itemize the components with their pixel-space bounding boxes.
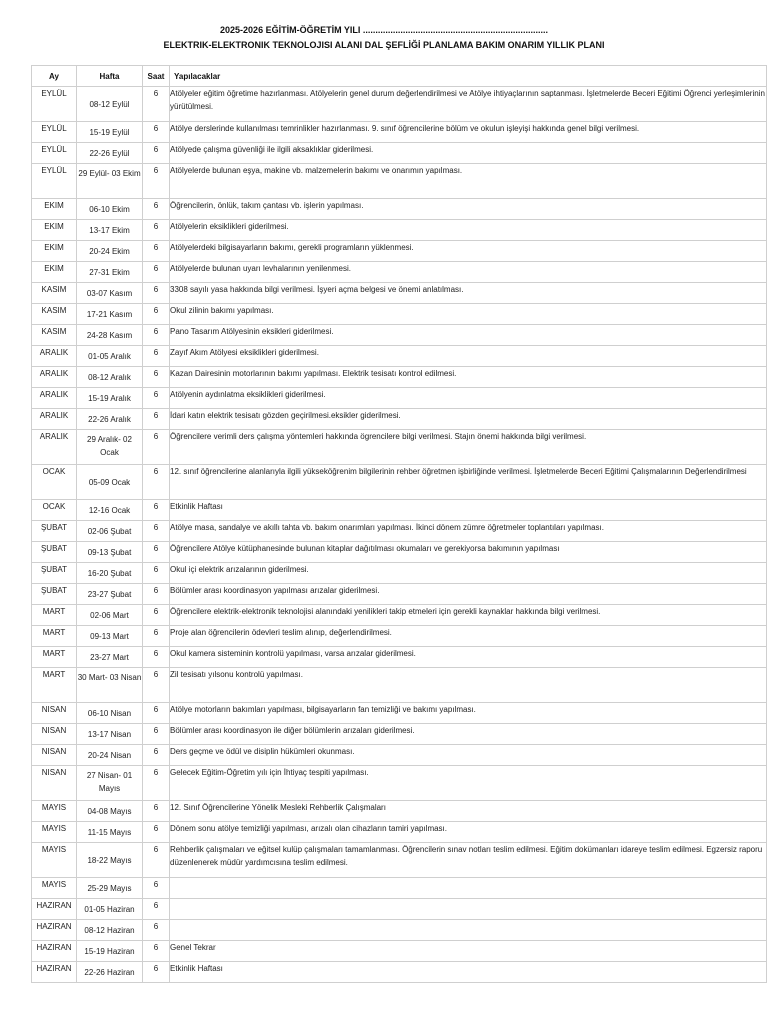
- cell-hours: 6: [143, 584, 170, 605]
- cell-month: HAZIRAN: [32, 920, 77, 941]
- cell-tasks: Proje alan öğrencilerin ödevleri teslim alınıp, değerlendirilmesi.: [170, 626, 767, 647]
- cell-week: 29 Eylül- 03 Ekim: [77, 164, 143, 199]
- column-header-ay: Ay: [32, 66, 77, 87]
- cell-hours: 6: [143, 668, 170, 703]
- cell-hours: 6: [143, 122, 170, 143]
- cell-tasks: Genel Tekrar: [170, 941, 767, 962]
- cell-week: 18-22 Mayıs: [77, 843, 143, 878]
- cell-tasks: Öğrencilerin, önlük, takım çantası vb. işlerin yapılması.: [170, 199, 767, 220]
- cell-hours: 6: [143, 962, 170, 983]
- cell-tasks: Pano Tasarım Atölyesinin eksikleri giderilmesi.: [170, 325, 767, 346]
- cell-tasks: [170, 899, 767, 920]
- table-row: [32, 346, 767, 367]
- cell-month: KASIM: [32, 325, 77, 346]
- cell-hours: 6: [143, 262, 170, 283]
- cell-hours: 6: [143, 801, 170, 822]
- cell-week: 05-09 Ocak: [77, 465, 143, 500]
- cell-month: ŞUBAT: [32, 521, 77, 542]
- table-row: [32, 199, 767, 220]
- cell-hours: 6: [143, 199, 170, 220]
- cell-hours: 6: [143, 822, 170, 843]
- table-header-row: [32, 66, 767, 87]
- cell-hours: 6: [143, 878, 170, 899]
- cell-tasks: Atölyenin aydınlatma eksiklikleri giderilmesi.: [170, 388, 767, 409]
- cell-week: 16-20 Şubat: [77, 563, 143, 584]
- cell-week: 12-16 Ocak: [77, 500, 143, 521]
- table-row: [32, 521, 767, 542]
- cell-week: 06-10 Ekim: [77, 199, 143, 220]
- cell-tasks: Atölyelerde bulunan eşya, makine vb. malzemelerin bakımı ve onarımın yapılması.: [170, 164, 767, 199]
- cell-hours: 6: [143, 325, 170, 346]
- cell-month: MART: [32, 626, 77, 647]
- cell-hours: 6: [143, 920, 170, 941]
- cell-hours: 6: [143, 220, 170, 241]
- cell-week: 04-08 Mayıs: [77, 801, 143, 822]
- cell-month: NISAN: [32, 703, 77, 724]
- cell-week: 25-29 Mayıs: [77, 878, 143, 899]
- cell-month: NISAN: [32, 745, 77, 766]
- cell-week: 02-06 Mart: [77, 605, 143, 626]
- cell-tasks: Okul içi elektrik arızalarının giderilmesi.: [170, 563, 767, 584]
- cell-hours: 6: [143, 241, 170, 262]
- cell-hours: 6: [143, 843, 170, 878]
- document-title-plan: ELEKTRIK-ELEKTRONIK TEKNOLOJISI ALANI DAL ŞEFLİĞİ PLANLAMA BAKIM ONARIM YILLIK PLANI: [163, 40, 605, 50]
- cell-week: 13-17 Nisan: [77, 724, 143, 745]
- cell-month: MAYIS: [32, 843, 77, 878]
- cell-week: 08-12 Haziran: [77, 920, 143, 941]
- cell-hours: 6: [143, 703, 170, 724]
- cell-week: 01-05 Aralık: [77, 346, 143, 367]
- table-row: [32, 283, 767, 304]
- cell-tasks: Atölye masa, sandalye ve akıllı tahta vb. bakım onarımları yapılması. İkinci dönem zümre öğretmeler toplantıları yapılması.: [170, 521, 767, 542]
- cell-week: 22-26 Haziran: [77, 962, 143, 983]
- table-row: [32, 605, 767, 626]
- cell-month: EYLÜL: [32, 87, 77, 122]
- cell-hours: 6: [143, 745, 170, 766]
- cell-tasks: [170, 920, 767, 941]
- cell-month: ARALIK: [32, 409, 77, 430]
- cell-month: KASIM: [32, 304, 77, 325]
- cell-month: ŞUBAT: [32, 563, 77, 584]
- table-row: [32, 920, 767, 941]
- table-row: [32, 703, 767, 724]
- cell-hours: 6: [143, 941, 170, 962]
- cell-week: 17-21 Kasım: [77, 304, 143, 325]
- cell-hours: 6: [143, 605, 170, 626]
- cell-month: MAYIS: [32, 822, 77, 843]
- cell-tasks: Zayıf Akım Atölyesi eksiklikleri giderilmesi.: [170, 346, 767, 367]
- table-row: [32, 563, 767, 584]
- table-row: [32, 465, 767, 500]
- cell-hours: 6: [143, 899, 170, 920]
- cell-tasks: Dönem sonu atölye temizliği yapılması, arızalı olan cihazların tamiri yapılması.: [170, 822, 767, 843]
- cell-week: 27 Nisan- 01 Mayıs: [77, 766, 143, 801]
- cell-hours: 6: [143, 283, 170, 304]
- table-row: [32, 626, 767, 647]
- cell-month: NISAN: [32, 724, 77, 745]
- table-row: [32, 724, 767, 745]
- column-header-hafta: Hafta: [77, 66, 143, 87]
- table-row: [32, 304, 767, 325]
- table-row: [32, 430, 767, 465]
- cell-week: 30 Mart- 03 Nisan: [77, 668, 143, 703]
- cell-tasks: Ders geçme ve ödül ve disiplin hükümleri okunması.: [170, 745, 767, 766]
- table-row: [32, 367, 767, 388]
- cell-hours: 6: [143, 563, 170, 584]
- cell-week: 15-19 Haziran: [77, 941, 143, 962]
- cell-week: 08-12 Eylül: [77, 87, 143, 122]
- cell-tasks: Gelecek Eğitim-Öğretim yılı için İhtiyaç tespiti yapılması.: [170, 766, 767, 801]
- cell-month: KASIM: [32, 283, 77, 304]
- cell-month: EYLÜL: [32, 164, 77, 199]
- cell-week: 02-06 Şubat: [77, 521, 143, 542]
- cell-tasks: Öğrencilere Atölye kütüphanesinde bulunan kitaplar dağıtılması okumaları ve gerekiyorsa bakımının yapılması: [170, 542, 767, 563]
- cell-tasks: Rehberlik çalışmaları ve eğitsel kulüp çalışmaları tamamlanması. Öğrencilerin sınav notları teslim edilmesi. Eğitim dokümanları idareye teslim edilmesi. Egzersiz raporu düzenlenerek müdür yardımcısına teslim edilmesi.: [170, 843, 767, 878]
- column-header-saat: Saat: [143, 66, 170, 87]
- table-row: [32, 143, 767, 164]
- cell-tasks: Zil tesisatı yılsonu kontrolü yapılması.: [170, 668, 767, 703]
- cell-month: NISAN: [32, 766, 77, 801]
- table-row: [32, 388, 767, 409]
- cell-month: OCAK: [32, 500, 77, 521]
- cell-week: 06-10 Nisan: [77, 703, 143, 724]
- table-row: [32, 878, 767, 899]
- cell-month: MAYIS: [32, 801, 77, 822]
- cell-hours: 6: [143, 542, 170, 563]
- cell-month: EKIM: [32, 199, 77, 220]
- cell-tasks: Atölyeler eğitim öğretime hazırlanması. Atölyelerin genel durum değerlendirilmesi ve Atölye ihtiyaçlarının saptanması. İşletmelerde Beceri Eğitimi Öğrenci yerleşimlerinin yürütülmesi.: [170, 87, 767, 122]
- cell-month: EYLÜL: [32, 143, 77, 164]
- cell-week: 23-27 Şubat: [77, 584, 143, 605]
- cell-month: HAZIRAN: [32, 941, 77, 962]
- cell-hours: 6: [143, 647, 170, 668]
- cell-month: EYLÜL: [32, 122, 77, 143]
- cell-tasks: Atölyelerdeki bilgisayarların bakımı, gerekli programların yüklenmesi.: [170, 241, 767, 262]
- annual-plan-table: [31, 65, 767, 983]
- table-row: [32, 542, 767, 563]
- cell-tasks: Okul kamera sisteminin kontrolü yapılması, varsa arızalar giderilmesi.: [170, 647, 767, 668]
- cell-week: 15-19 Eylül: [77, 122, 143, 143]
- cell-tasks: 12. sınıf öğrencilerine alanlarıyla ilgili yükseköğrenim bilgilerinin rehber öğretmen işbirliğinde verilmesi. İşletmelerde Beceri Eğitimi Çalışmalarının Değerlendirilmesi: [170, 465, 767, 500]
- cell-tasks: Öğrencilere verimli ders çalışma yöntemleri hakkında ögrencilere bilgi verilmesi. Stajın önemi hakkında bilgi verilmesi.: [170, 430, 767, 465]
- cell-week: 15-19 Aralık: [77, 388, 143, 409]
- cell-week: 29 Aralık- 02 Ocak: [77, 430, 143, 465]
- cell-tasks: 12. Sınıf Öğrencilerine Yönelik Mesleki Rehberlik Çalışmaları: [170, 801, 767, 822]
- cell-week: 20-24 Nisan: [77, 745, 143, 766]
- cell-week: 13-17 Ekim: [77, 220, 143, 241]
- table-row: [32, 87, 767, 122]
- cell-tasks: Etkinlik Haftası: [170, 500, 767, 521]
- table-row: [32, 647, 767, 668]
- cell-tasks: Bölümler arası koordinasyon yapılması arızalar giderilmesi.: [170, 584, 767, 605]
- document-title-year: 2025-2026 EĞİTİM-ÖĞRETİM YILI ..........................................................................: [220, 25, 548, 35]
- cell-hours: 6: [143, 367, 170, 388]
- cell-month: MAYIS: [32, 878, 77, 899]
- table-row: [32, 500, 767, 521]
- cell-week: 22-26 Eylül: [77, 143, 143, 164]
- cell-tasks: Okul zilinin bakımı yapılması.: [170, 304, 767, 325]
- cell-hours: 6: [143, 724, 170, 745]
- cell-month: EKIM: [32, 241, 77, 262]
- cell-week: 09-13 Mart: [77, 626, 143, 647]
- cell-tasks: Öğrencilere elektrik-elektronik teknolojisi alanındaki yenilikleri takip etmeleri için gerekli kaynaklar hakkında bilgi verilmesi.: [170, 605, 767, 626]
- table-row: [32, 801, 767, 822]
- table-row: [32, 409, 767, 430]
- cell-hours: 6: [143, 304, 170, 325]
- table-row: [32, 262, 767, 283]
- cell-hours: 6: [143, 521, 170, 542]
- cell-month: ŞUBAT: [32, 542, 77, 563]
- cell-week: 08-12 Aralık: [77, 367, 143, 388]
- cell-hours: 6: [143, 409, 170, 430]
- cell-week: 09-13 Şubat: [77, 542, 143, 563]
- table-row: [32, 668, 767, 703]
- table-row: [32, 822, 767, 843]
- cell-tasks: 3308 sayılı yasa hakkında bilgi verilmesi. İşyeri açma belgesi ve önemi anlatılması.: [170, 283, 767, 304]
- table-row: [32, 122, 767, 143]
- cell-tasks: Atölyede çalışma güvenliği ile ilgili aksaklıklar giderilmesi.: [170, 143, 767, 164]
- cell-week: 11-15 Mayıs: [77, 822, 143, 843]
- table-row: [32, 164, 767, 199]
- cell-tasks: Atölyelerin eksiklikleri giderilmesi.: [170, 220, 767, 241]
- cell-month: ARALIK: [32, 388, 77, 409]
- cell-month: HAZIRAN: [32, 899, 77, 920]
- cell-month: EKIM: [32, 262, 77, 283]
- cell-month: OCAK: [32, 465, 77, 500]
- cell-month: MART: [32, 668, 77, 703]
- cell-tasks: Etkinlik Haftası: [170, 962, 767, 983]
- cell-hours: 6: [143, 87, 170, 122]
- cell-month: MART: [32, 647, 77, 668]
- table-row: [32, 745, 767, 766]
- table-row: [32, 899, 767, 920]
- cell-month: ARALIK: [32, 430, 77, 465]
- cell-month: ARALIK: [32, 367, 77, 388]
- cell-week: 23-27 Mart: [77, 647, 143, 668]
- cell-week: 27-31 Ekim: [77, 262, 143, 283]
- table-row: [32, 325, 767, 346]
- cell-tasks: İdari katın elektrik tesisatı gözden geçirilmesi.eksikler giderilmesi.: [170, 409, 767, 430]
- cell-hours: 6: [143, 346, 170, 367]
- table-row: [32, 962, 767, 983]
- cell-hours: 6: [143, 143, 170, 164]
- table-body: [32, 87, 767, 983]
- cell-week: 03-07 Kasım: [77, 283, 143, 304]
- table-row: [32, 584, 767, 605]
- cell-tasks: Atölye derslerinde kullanılması temrinlikler hazırlanması. 9. sınıf öğrencilerine bölüm ve okulun işleyişi hakkında genel bilgi verilmesi.: [170, 122, 767, 143]
- cell-hours: 6: [143, 500, 170, 521]
- cell-month: ARALIK: [32, 346, 77, 367]
- cell-hours: 6: [143, 465, 170, 500]
- cell-month: ŞUBAT: [32, 584, 77, 605]
- cell-tasks: Atölyelerde bulunan uyarı levhalarının yenilenmesi.: [170, 262, 767, 283]
- table-row: [32, 220, 767, 241]
- table-row: [32, 941, 767, 962]
- column-header-yapilacaklar: Yapılacaklar: [170, 66, 767, 87]
- table-row: [32, 766, 767, 801]
- cell-week: 01-05 Haziran: [77, 899, 143, 920]
- cell-hours: 6: [143, 626, 170, 647]
- cell-month: EKIM: [32, 220, 77, 241]
- table-row: [32, 843, 767, 878]
- cell-tasks: Bölümler arası koordinasyon ile diğer bölümlerin arızaları giderilmesi.: [170, 724, 767, 745]
- cell-hours: 6: [143, 766, 170, 801]
- cell-hours: 6: [143, 388, 170, 409]
- cell-week: 20-24 Ekim: [77, 241, 143, 262]
- cell-month: MART: [32, 605, 77, 626]
- cell-hours: 6: [143, 164, 170, 199]
- cell-tasks: Kazan Dairesinin motorlarının bakımı yapılması. Elektrik tesisatı kontrol edilmesi.: [170, 367, 767, 388]
- cell-month: HAZIRAN: [32, 962, 77, 983]
- cell-tasks: [170, 878, 767, 899]
- table-row: [32, 241, 767, 262]
- cell-tasks: Atölye motorların bakımları yapılması, bilgisayarların fan temizliği ve bakımı yapılması.: [170, 703, 767, 724]
- cell-week: 22-26 Aralık: [77, 409, 143, 430]
- cell-week: 24-28 Kasım: [77, 325, 143, 346]
- cell-hours: 6: [143, 430, 170, 465]
